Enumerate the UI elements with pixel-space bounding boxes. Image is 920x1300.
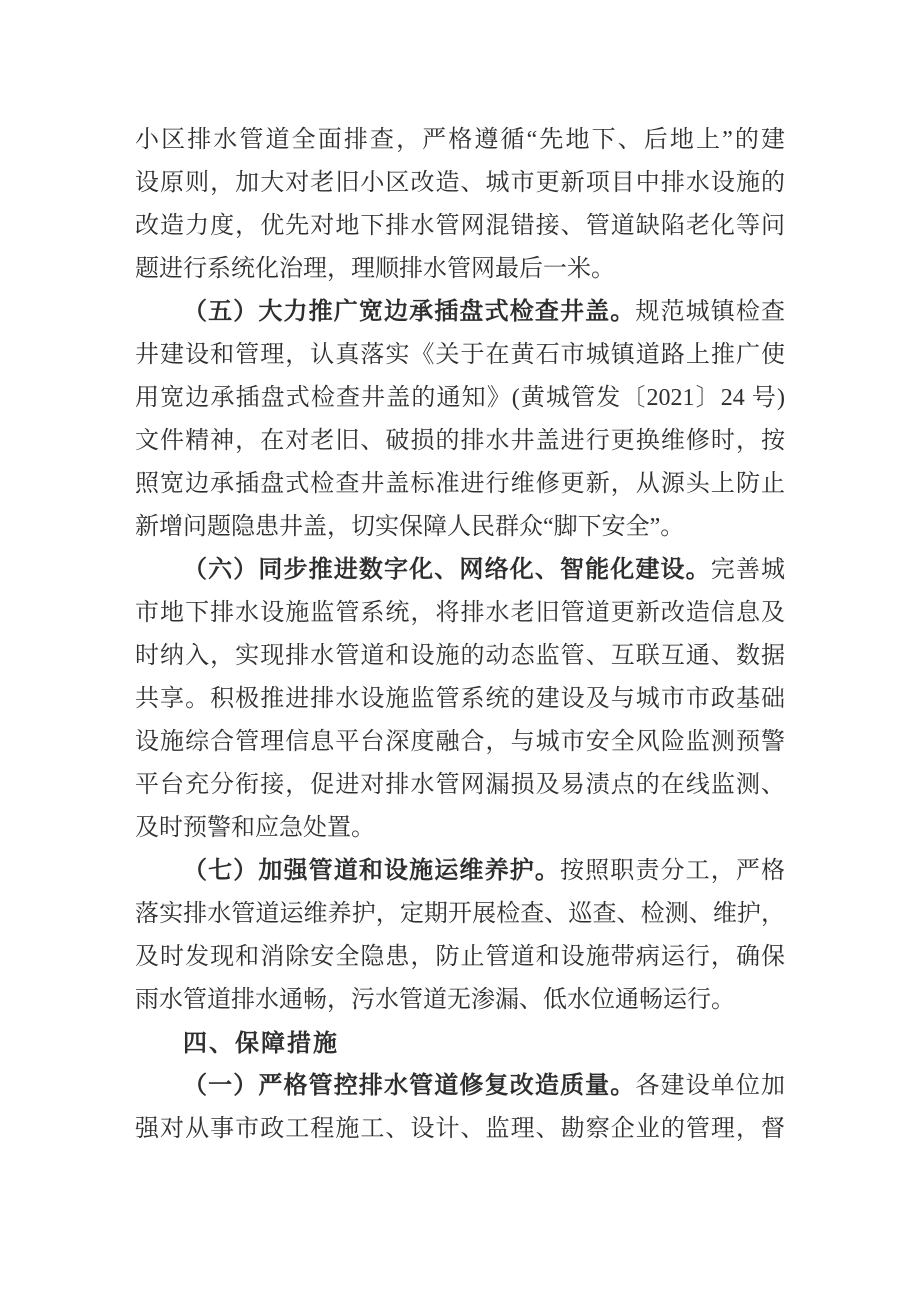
section-6-lead: （六）同步推进数字化、网络化、智能化建设。 bbox=[183, 557, 711, 583]
section-7-lead: （七）加强管道和设施运维养护。 bbox=[183, 858, 560, 884]
body-text-segment: 井建设和管理，认真落实《关于在黄石市城镇道路上推广使 bbox=[135, 342, 785, 368]
text-line bbox=[135, 248, 785, 291]
text-line bbox=[135, 334, 785, 377]
text-line bbox=[135, 1108, 785, 1151]
text-line bbox=[135, 549, 785, 592]
section-5-lead: （五）大力推广宽边承插盘式检查井盖。 bbox=[183, 299, 636, 325]
body-text-segment: 小区排水管道全面排查，严格遵循“先地下、后地上”的建 bbox=[135, 127, 785, 153]
text-line bbox=[135, 764, 785, 807]
body-text-segment: 强对从事市政工程施工、设计、监理、勘察企业的管理，督 bbox=[135, 1116, 785, 1142]
text-line bbox=[135, 205, 785, 248]
body-text-segment: 各建设单位加 bbox=[635, 1073, 785, 1099]
body-text-segment: 共享。积极推进排水设施监管系统的建设及与城市市政基础 bbox=[135, 686, 785, 712]
section-heading bbox=[135, 1022, 785, 1065]
body-text-segment: 及时预警和应急处置。 bbox=[135, 815, 375, 841]
text-line bbox=[135, 893, 785, 936]
body-text-segment: 按照职责分工，严格 bbox=[559, 858, 785, 884]
body-text-segment: 文件精神，在对老旧、破损的排水井盖进行更换维修时，按 bbox=[135, 428, 785, 454]
text-line bbox=[135, 420, 785, 463]
body-text-segment: 规范城镇检查 bbox=[635, 299, 785, 325]
text-line bbox=[135, 850, 785, 893]
text-line bbox=[135, 721, 785, 764]
section-1-lead: （一）严格管控排水管道修复改造质量。 bbox=[183, 1073, 636, 1099]
body-text-segment: 完善城 bbox=[710, 557, 785, 583]
text-line bbox=[135, 463, 785, 506]
body-text-segment: 市地下排水设施监管系统，将排水老旧管道更新改造信息及 bbox=[135, 600, 785, 626]
body-text-segment: 新增问题隐患井盖，切实保障人民群众“脚下安全”。 bbox=[135, 514, 685, 540]
text-line bbox=[135, 936, 785, 979]
body-text-segment: 设原则，加大对老旧小区改造、城市更新项目中排水设施的 bbox=[135, 170, 785, 196]
body-text-segment: 平台充分衔接，促进对排水管网漏损及易渍点的在线监测、 bbox=[135, 772, 785, 798]
text-line bbox=[135, 377, 785, 420]
text-line bbox=[135, 807, 785, 850]
document-text-block bbox=[135, 119, 785, 1151]
text-line bbox=[135, 1065, 785, 1108]
body-text-segment: 设施综合管理信息平台深度融合，与城市安全风险监测预警 bbox=[135, 729, 785, 755]
text-line bbox=[135, 635, 785, 678]
text-line bbox=[135, 979, 785, 1022]
body-text-segment: 及时发现和消除安全隐患，防止管道和设施带病运行，确保 bbox=[135, 944, 785, 970]
text-line bbox=[135, 592, 785, 635]
body-text-segment: 时纳入，实现排水管道和设施的动态监管、互联互通、数据 bbox=[135, 643, 785, 669]
text-line bbox=[135, 506, 785, 549]
text-line bbox=[135, 162, 785, 205]
body-text-segment: 题进行系统化治理，理顺排水管网最后一米。 bbox=[135, 256, 615, 282]
body-text-segment: 落实排水管道运维养护，定期开展检查、巡查、检测、维护， bbox=[135, 901, 785, 927]
body-text-segment: 改造力度，优先对地下排水管网混错接、管道缺陷老化等问 bbox=[135, 213, 785, 239]
text-line bbox=[135, 291, 785, 334]
body-text-segment: 照宽边承插盘式检查井盖标准进行维修更新，从源头上防止 bbox=[135, 471, 785, 497]
body-text-segment: 雨水管道排水通畅，污水管道无渗漏、低水位通畅运行。 bbox=[135, 987, 735, 1013]
text-line bbox=[135, 678, 785, 721]
body-text-segment: 用宽边承插盘式检查井盖的通知》(黄城管发〔2021〕24 号) bbox=[135, 385, 785, 411]
section-heading-text: 四、保障措施 bbox=[183, 1030, 339, 1057]
text-line bbox=[135, 119, 785, 162]
